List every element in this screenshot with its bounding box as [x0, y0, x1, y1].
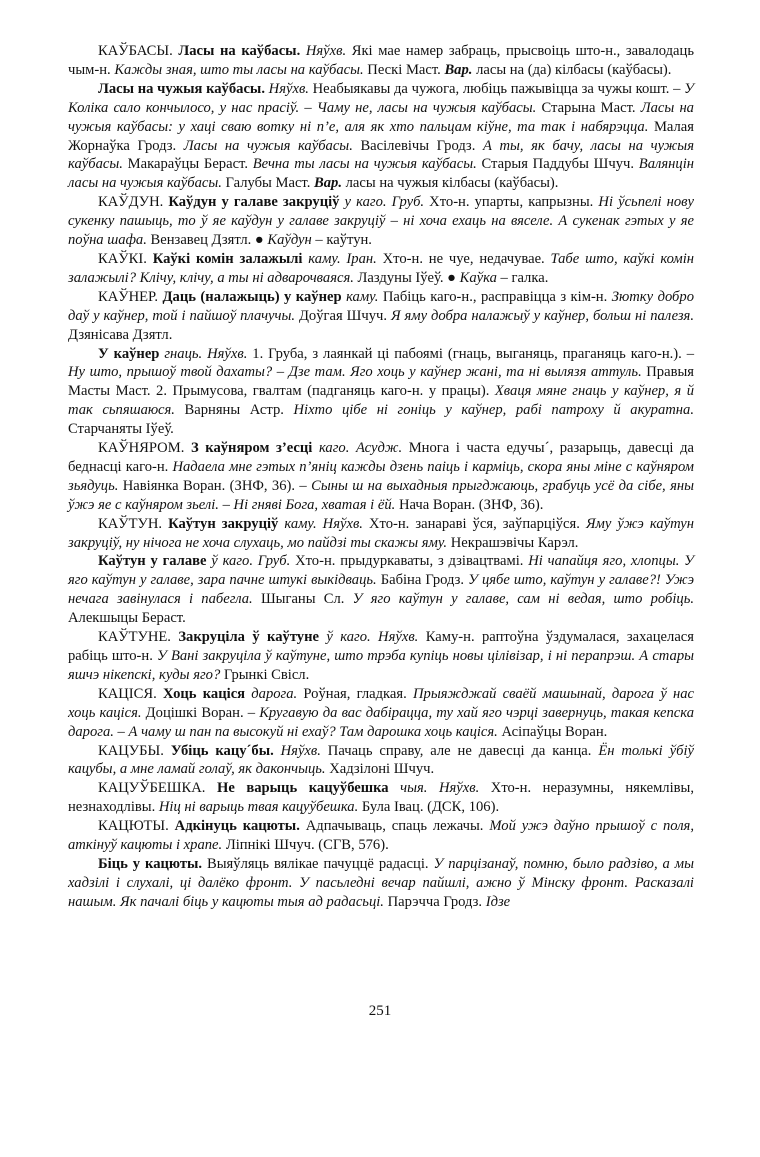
body-text: Вензавец Дзятл. ● — [146, 232, 268, 249]
italic-text: Няўхв. — [264, 80, 309, 97]
italic-text: Я яму добра налажыў у каўнер, больш ні палезя. — [390, 307, 694, 324]
entry-kacuby — [68, 742, 694, 780]
entry-kautun — [68, 515, 694, 553]
italic-text: Ніхто цібе ні гоніць у каўнер, рабі патроху й акуратна. — [293, 402, 694, 419]
body-text: Доцішкі Воран. – — [141, 704, 260, 721]
entry-u-kauner — [68, 345, 694, 440]
italic-text: Кажды зная, што ты ласы на каўбасы. — [114, 61, 364, 78]
body-text: Нача Воран. (ЗНФ, 36). — [395, 496, 544, 513]
body-text: ласы на (да) кілбасы (каўбасы). — [472, 61, 672, 78]
italic-text: У Вані закруціла ў каўтуне, што трэба купіць новы цілівізар, і ні перапрэш. А стары яшчэ нікепскі, куды яго? — [68, 648, 694, 683]
italic-text: Валянцін ласы на чужыя каўбасы. — [68, 156, 694, 192]
body-text: 1. Груба, з лаянкай ці пабоямі (гнаць, выганяць, праганяць каго-н.). – — [247, 345, 695, 362]
italic-text: Каўка — [459, 269, 497, 286]
italic-text: каму. — [341, 288, 379, 305]
body-text: Навіянка Воран. (ЗНФ, 36). – — [118, 477, 312, 494]
body-text: Старчаняты Іўеў. — [68, 421, 174, 438]
body-text: Хто-н. не чуе, недачувае. — [376, 250, 551, 267]
body-text: КАЦЮТЫ. — [98, 818, 175, 835]
entry-kaubasy — [68, 42, 694, 80]
italic-text: Ён толькі ўбіў кацубы, а мне ламай голаў, як дакончыць. — [68, 742, 694, 778]
body-text: Доўгая Шчуч. — [295, 307, 391, 324]
body-text: КАЎТУН. — [98, 515, 169, 532]
headword: Ласы на каўбасы. — [178, 43, 301, 59]
italic-text: Кругавую да вас дабірацца, ту хай яго чэрці завернуць, такая кепска дарога. – А чаму ш пан па высокуй ні ехаў? Там дарошка хоць каціся. — [68, 704, 694, 740]
body-text: КАЎНЕР. — [98, 288, 163, 305]
body-text: Некрашэвічы Карэл. — [447, 534, 579, 551]
italic-text: каму. Няўхв. — [278, 515, 363, 532]
body-text: Алекшыцы Бераст. — [68, 610, 186, 627]
entry-kauner — [68, 288, 694, 345]
body-text: Адпачываць, спаць лежачы. — [299, 818, 490, 835]
body-text: Неабыякавы да чужога, любіць пажывіцца за чужы кошт. – — [308, 80, 685, 97]
body-text: Многа і часта едучы´, разарыць, давесці да беднасці каго-н. — [68, 440, 694, 475]
body-text: Каму-н. раптоўна ўздумалася, захацелася рабіць што-н. — [68, 629, 694, 664]
body-text: Шыганы Сл. — [252, 591, 353, 608]
italic-text: Вар. — [314, 175, 342, 192]
italic-text: дарога. — [245, 685, 298, 702]
entry-kaunjarom — [68, 439, 694, 515]
body-text: Хто-н. занараві ўся, заўпарціўся. — [362, 515, 586, 532]
italic-text: Ідзе — [485, 893, 511, 910]
body-text: Старыя Паддубы Шчуч. — [476, 156, 639, 173]
body-text: Васілевічы Гродз. — [352, 137, 483, 154]
italic-text: У Коліка сало кончылосо, у нас прасіў. – Чаму не, ласы на чужыя каўбасы. — [68, 80, 694, 116]
body-text: Галубы Маст. — [221, 175, 314, 192]
entry-kacuubeshka — [68, 779, 694, 817]
entry-kautune — [68, 628, 694, 685]
body-text: – каўтун. — [311, 232, 372, 249]
body-text: Пабіць каго-н., расправіцца з кім-н. — [378, 288, 612, 305]
entry-kacjuty — [68, 817, 694, 855]
italic-text: Табе што, каўкі комін залажылі? Клічу, клічу, а ты ні адварочваяся. — [68, 250, 695, 286]
italic-text: Надаела мне гэтых п’яніц кажды дзень паіць і карміць, скора яны міне с каўняром зьядуць. — [68, 458, 694, 494]
italic-text: каго. Асудж. — [312, 440, 403, 457]
italic-text: У парцізанаў, помню, было радзіво, а мы хадзілі і слухалі, ці далёко фронт. У пасьледні вечар пайшлі, ажно ў Мінску фронт. Расказалі нашым. Як пачалі біць у кацюты тыя ад радасьці. — [68, 855, 694, 910]
entry-kacisja — [68, 685, 694, 742]
body-text: КАЦУБЫ. — [98, 742, 171, 759]
entry-kaudun — [68, 193, 694, 250]
italic-text: Ні ўсьпелі нову сукенку пашыць, то ў яе каўдун у галаве закруціў – ні хоча ехаць на вяселе. А сукенак гэтых у яе поўна шафа. — [68, 194, 694, 249]
headword: Хоць каціся — [163, 685, 246, 702]
headword: Даць (налажыць) у каўнер — [162, 288, 342, 305]
entry-lasy-chuzhyja — [68, 80, 694, 193]
italic-text: у каго. Груб. — [339, 194, 425, 211]
dictionary-text — [68, 42, 694, 912]
body-text: КАЦУЎБЕШКА. — [98, 780, 217, 797]
italic-text: Ніц ні варыць твая кацуўбешка. — [158, 799, 359, 816]
italic-text: Ласы на чужыя каўбасы. — [183, 137, 353, 154]
body-text: Бабіна Гродз. — [376, 572, 469, 589]
italic-text: Ні чапайця яго, хлопцы. У яго каўтун у галаве, зара пачне штукі выкідваць. — [68, 553, 694, 589]
body-text: Хадзілоні Шчуч. — [325, 761, 435, 778]
italic-text: Вар. — [444, 61, 473, 78]
headword: Каўтун у галаве — [98, 553, 207, 570]
italic-text: Няўхв. — [300, 43, 347, 59]
body-text: КАЎБАСЫ. — [98, 43, 179, 59]
italic-text: У цябе што, каўтун у галаве?! Ужэ нечага завінулася і пабегла. — [68, 572, 694, 608]
italic-text: Няўхв. — [273, 742, 321, 759]
italic-text: гнаць. Няўхв. — [159, 345, 248, 362]
italic-text: Яму ўжэ каўтун закруціў, ну нічога не хоча слухаць, мо пайдзі ты скажы яму. — [68, 515, 694, 551]
body-text: Варняны Астр. — [174, 402, 294, 419]
italic-text: Прыяжджай сваёй машынай, дарога ў нас хоць каціся. — [68, 685, 695, 721]
headword: З каўняром з’есці — [190, 440, 313, 457]
page-number: 251 — [368, 1003, 392, 1019]
headword: Закруціла ў каўтуне — [178, 629, 319, 646]
entry-kautun-u-galave — [68, 552, 694, 628]
italic-text: Зютку добро даў у каўнер, той і пайшоў плачучы. — [68, 288, 694, 324]
body-text: – галка. — [496, 269, 549, 286]
body-text: КАЎКІ. — [98, 250, 153, 267]
body-text: Роўная, гладкая. — [297, 685, 413, 702]
body-text: Хто-н. неразумны, някемлівы, незнаходлівы. — [68, 780, 694, 816]
body-text: Ліпнікі Шчуч. (СГВ, 576). — [222, 837, 389, 854]
body-text: КАЦІСЯ. — [98, 685, 164, 702]
body-text: Парэчча Гродз. — [383, 893, 486, 910]
body-text: Выяўляць вялікае пачуццё радасці. — [202, 855, 434, 872]
headword: Каўдун у галаве закруціў — [168, 194, 340, 211]
italic-text: У яго каўтун у галаве, сам ні ведая, што робіць. — [352, 591, 694, 608]
italic-text: чыя. Няўхв. — [388, 780, 480, 797]
italic-text: Ласы на чужыя каўбасы: у хаці сваю вотку ні п’е, аля як хто пальцам кіўне, та так і набярэцца. — [68, 99, 694, 135]
body-text: Які мае намер забраць, прысвоіць што-н., завалодаць чым-н. — [68, 43, 694, 78]
body-text: Малая Жорнаўка Гродз. — [68, 118, 695, 154]
body-text: КАЎТУНЕ. — [98, 629, 179, 646]
body-text: Дзянісава Дзятл. — [68, 326, 173, 343]
italic-text: Хваця мяне гнаць у каўнер, я й так сьпяшаюся. — [68, 383, 694, 419]
body-text: Макараўцы Бераст. — [122, 156, 253, 173]
italic-text: Каўдун — [267, 232, 312, 249]
body-text: Грынкі Свісл. — [220, 666, 310, 683]
body-text: Старына Маст. — [536, 99, 641, 116]
body-text: Лаздуны Іўеў. ● — [353, 269, 460, 286]
body-text: Хто-н. прыдуркаваты, з дзівацтвамі. — [290, 553, 529, 570]
body-text: Пескі Маст. — [363, 61, 445, 78]
headword: У каўнер — [98, 345, 160, 362]
body-text: Хто-н. упарты, капрызны. — [424, 194, 599, 211]
body-text: Була Івац. (ДСК, 106). — [358, 799, 500, 816]
body-text: ласы на чужыя кілбасы (каўбасы). — [341, 175, 559, 192]
body-text: КАЎНЯРОМ. — [98, 440, 191, 457]
italic-text: Сыны ш на выхадныя прыгджаюць, грабуць усё да сібе, яны ўжэ яе с каўняром зьелі. – Ні гняві Бога, хватая і ёй. — [68, 477, 694, 513]
headword: Біць у кацюты. — [98, 855, 203, 872]
headword: Каўкі комін залажылі — [152, 250, 303, 267]
body-text: Правыя Масты Маст. 2. Прымусова, гвалтам (падганяць каго-н. у працы). — [68, 364, 694, 400]
headword: Адкінуць кацюты. — [174, 818, 300, 835]
italic-text: ў каго. Няўхв. — [318, 629, 419, 646]
entry-bic-u-kacjuty — [68, 855, 694, 912]
italic-text: Вечна ты ласы на чужыя каўбасы. — [252, 156, 477, 173]
body-text: Пачаць справу, але не давесці да канца. — [320, 742, 599, 759]
italic-text: Ну што, прышоў твой дахаты? – Дзе там. Яго хоць у каўнер жані, та ні вылязя аттуль. — [68, 364, 642, 381]
italic-text: А ты, як бачу, ласы на чужыя каўбасы. — [68, 137, 694, 173]
headword: Каўтун закруціў — [168, 515, 279, 532]
italic-text: ў каго. Груб. — [206, 553, 291, 570]
italic-text: Мой ужэ даўно прышоў с поля, аткінуў кацюты і храпе. — [68, 818, 694, 854]
entry-kauki — [68, 250, 694, 288]
body-text: КАЎДУН. — [98, 194, 169, 211]
headword: Не варыць кацуўбешка — [216, 780, 389, 797]
body-text: Асіпаўцы Воран. — [497, 723, 608, 740]
headword: Ласы на чужыя каўбасы. — [98, 80, 265, 97]
headword: Убіць кацу´бы. — [170, 742, 274, 759]
italic-text: каму. Іран. — [302, 250, 377, 267]
